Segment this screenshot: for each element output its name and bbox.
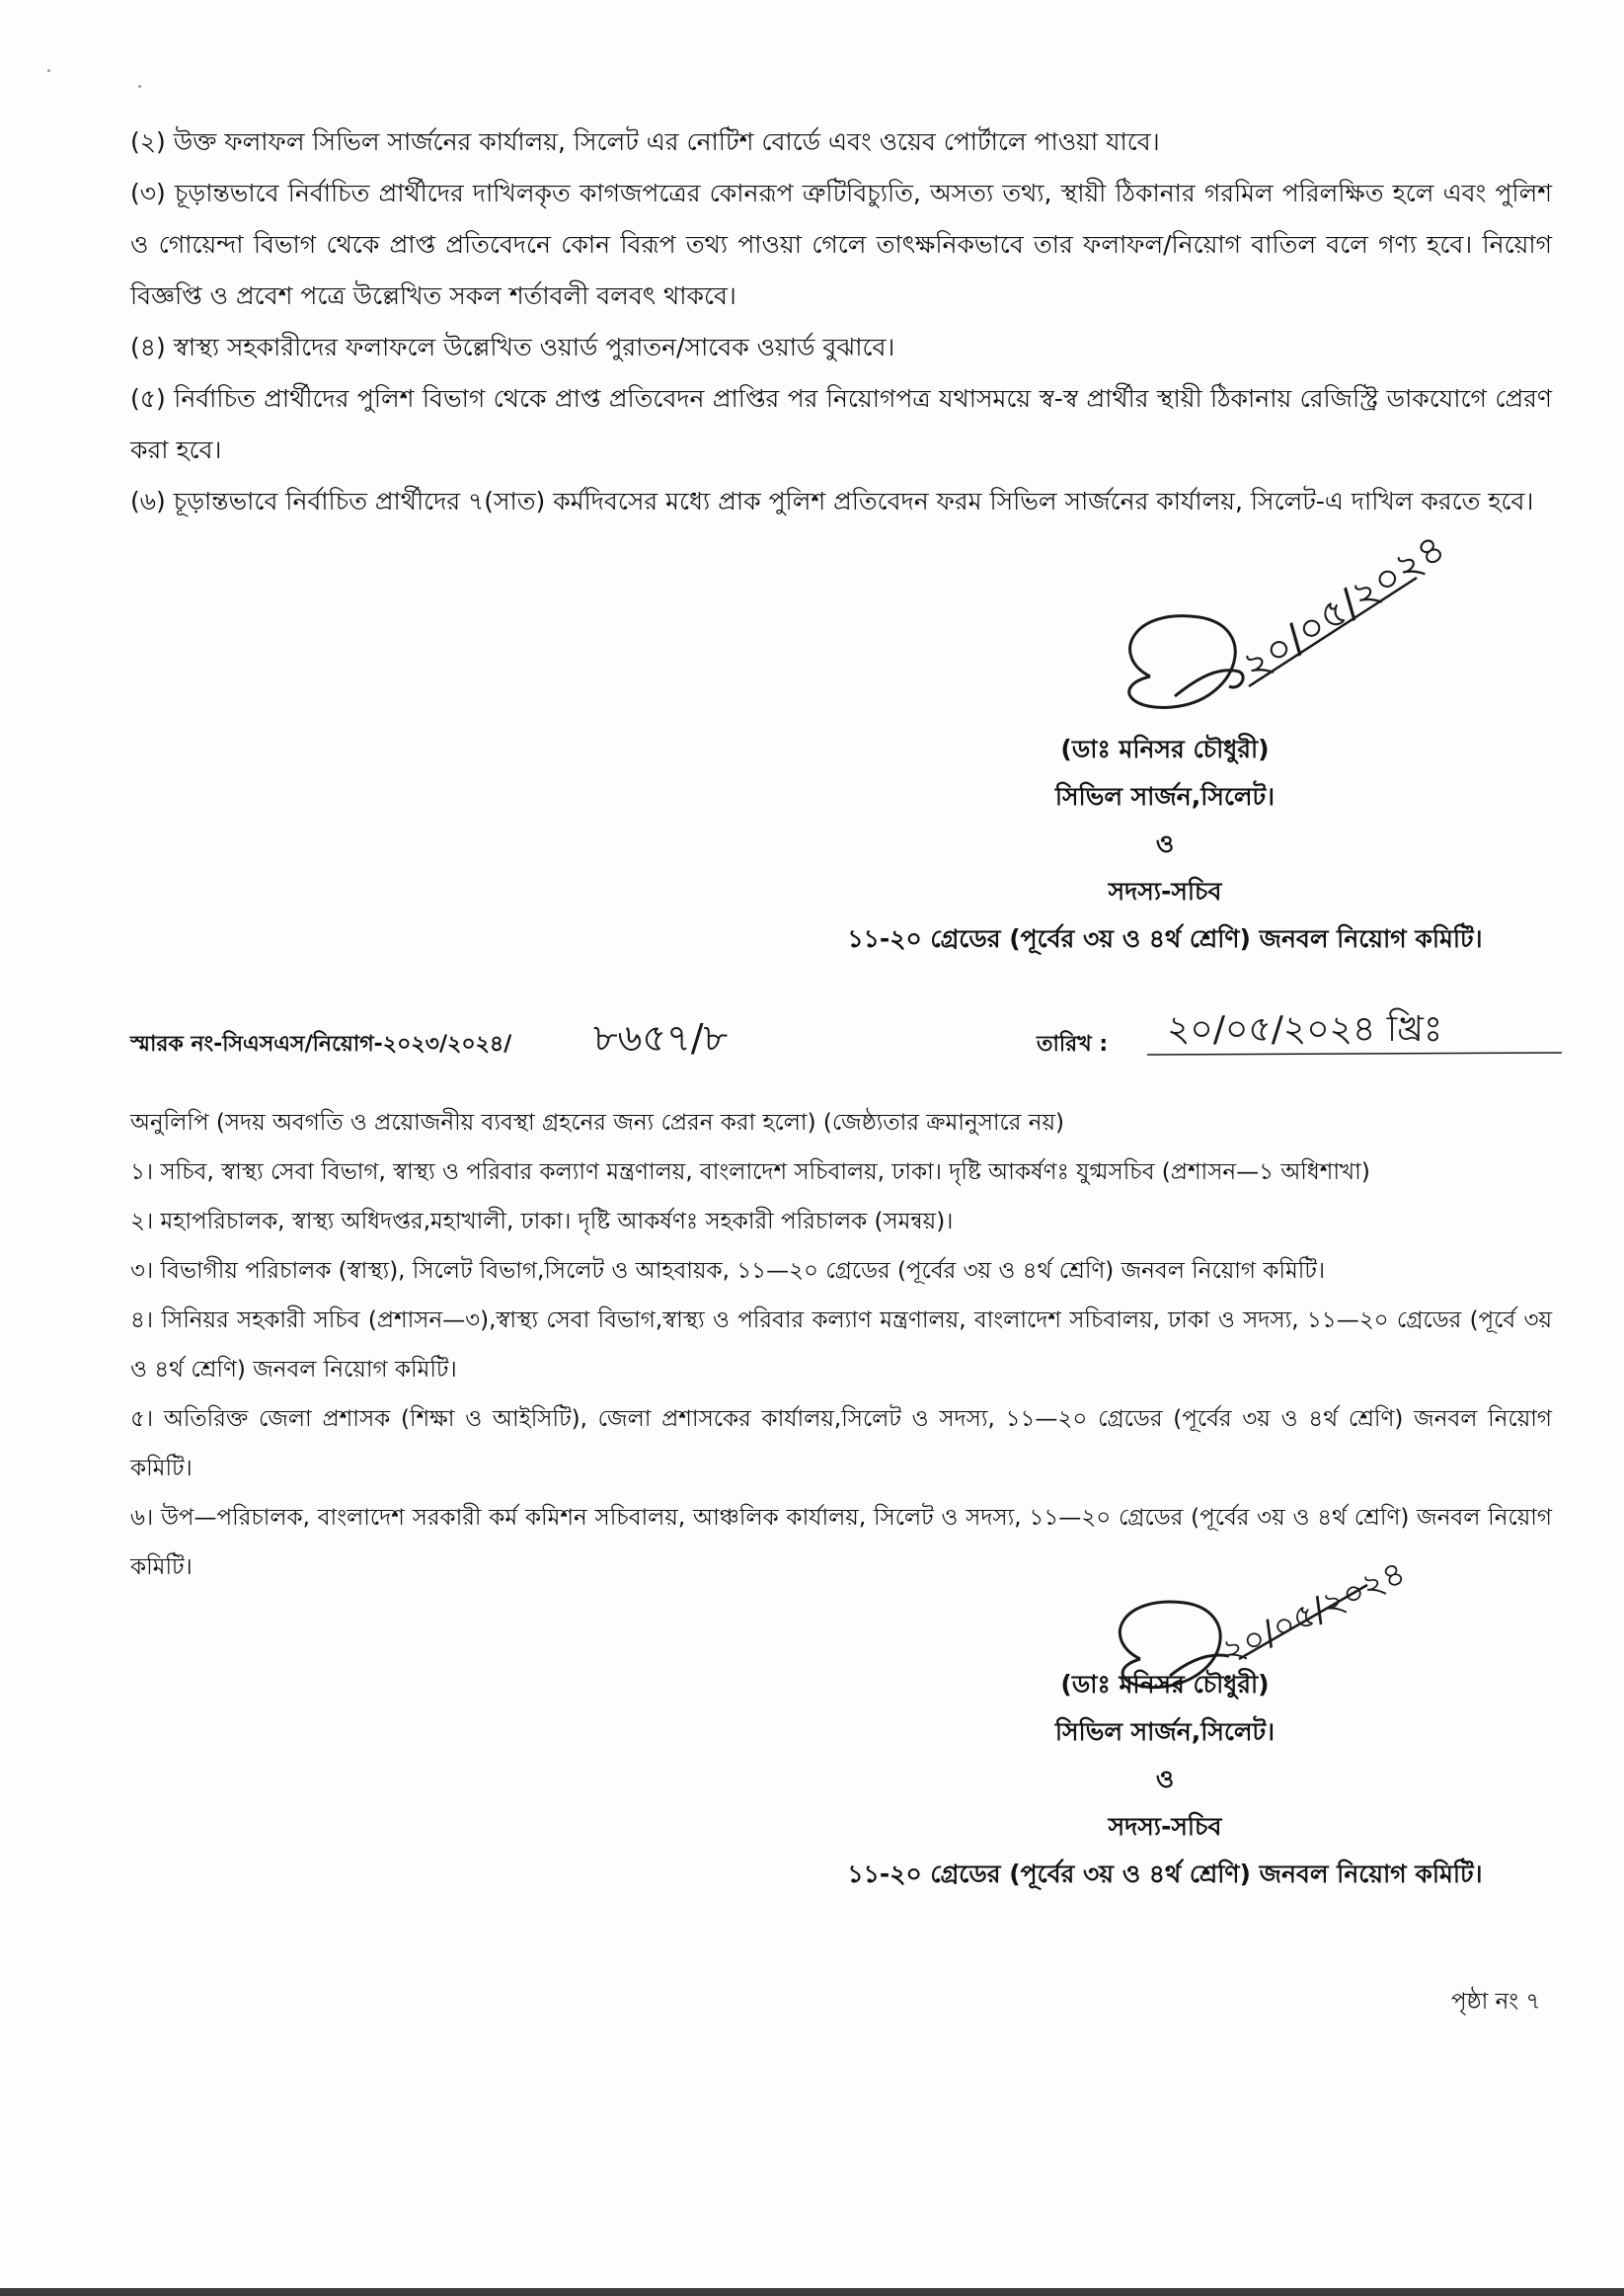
distribution-item: ৫। অতিরিক্ত জেলা প্রশাসক (শিক্ষা ও আইসিটি), জেলা প্রশাসকের কার্যালয়,সিলেট ও সদস্য, ১১—২০ গ্রেডের (পূর্বের ৩য় ও ৪র্থ শ্রেণি) জনবল নিয়োগ কমিটি। [130,1406,1552,1481]
signatory-role: সদস্য-সচিব [1108,1812,1222,1841]
signatory-name: (ডাঃ মনিসর চৌধুরী) [1060,1670,1270,1699]
scan-speck [138,85,141,88]
distribution-item: ১। সচিব, স্বাস্থ্য সেবা বিভাগ, স্বাস্থ্য ও পরিবার কল্যাণ মন্ত্রণালয়, বাংলাদেশ সচিবালয়, ঢাকা। দৃষ্টি আকর্ষণঃ যুগ্মসচিব (প্রশাসন—১ অধিশাখা) [130,1159,1370,1185]
signatory-role: সদস্য-সচিব [1108,877,1222,906]
date-label: তারিখ : [1037,1032,1109,1057]
signatory-designation: সিভিল সার্জন,সিলেট। [1054,1717,1276,1746]
distribution-heading: অনুলিপি (সদয় অবগতি ও প্রয়োজনীয় ব্যবস্থা গ্রহনের জন্য প্রেরন করা হলো) (জেষ্ঠ্যতার ক্রমানুসারে নয়) [130,1110,1065,1136]
date-handwritten-text: ২০/০৫/২০২৪ খ্রিঃ [1167,1009,1443,1050]
scan-speck [47,69,50,72]
scan-bottom-edge [0,2288,1624,2296]
memo-number-handwritten-text: ৮৬৫৭/৮ [593,1016,729,1060]
note-3: (৩) চূড়ান্তভাবে নির্বাচিত প্রার্থীদের দাখিলকৃত কাগজপত্রের কোনরূপ ত্রুটিবিচ্যুতি, অসত্য তথ্য, স্থায়ী ঠিকানার গরমিল পরিলক্ষিত হলে এবং পুলিশ ও গোয়েন্দা বিভাগ থেকে প্রাপ্ত প্রতিবেদনে কোন বিরূপ তথ্য পাওয়া গেলে তাৎক্ষনিকভাবে তার ফলাফল/নিয়োগ বাতিল বলে গণ্য হবে। নিয়োগ বিজ্ঞপ্তি ও প্রবেশ পত্রে উল্লেখিত সকল শর্তাবলী বলবৎ থাকবে। [130,179,1552,310]
signature-block-1 [790,726,1540,963]
distribution-item: ২। মহাপরিচালক, স্বাস্থ্য অধিদপ্তর,মহাখালী, ঢাকা। দৃষ্টি আকর্ষণঃ সহকারী পরিচালক (সমন্বয়)। [130,1209,954,1234]
note-2: (২) উক্ত ফলাফল সিভিল সার্জনের কার্যালয়, সিলেট এর নোটিশ বোর্ডে এবং ওয়েব পোর্টালে পাওয়া যাবে। [130,127,1160,156]
signature-date-2: ২০/০৫/২০২৪ [1215,1552,1412,1673]
signatory-conjunction: ও [1155,830,1175,858]
signatory-committee: ১১-২০ গ্রেডের (পূর্বের ৩য় ও ৪র্থ শ্রেণি) জনবল নিয়োগ কমিটি। [847,1860,1483,1888]
note-5: (৫) নির্বাচিত প্রার্থীদের পুলিশ বিভাগ থেকে প্রাপ্ত প্রতিবেদন প্রাপ্তির পর নিয়োগপত্র যথাসময়ে স্ব-স্ব প্রার্থীর স্থায়ী ঠিকানায় রেজিস্ট্রি ডাকযোগে প্রেরণ করা হবে। [130,384,1552,464]
date-handwritten [1147,999,1572,1065]
distribution-item: ৪। সিনিয়র সহকারী সচিব (প্রশাসন—৩),স্বাস্থ্য সেবা বিভাগ,স্বাস্থ্য ও পরিবার কল্যাণ মন্ত্রণালয়, বাংলাদেশ সচিবালয়, ঢাকা ও সদস্য, ১১—২০ গ্রেডের (পূর্বে ৩য় ও ৪র্থ শ্রেণি) জনবল নিয়োগ কমিটি। [130,1307,1552,1383]
signatory-conjunction: ও [1155,1765,1175,1793]
memo-number-handwritten [589,1007,797,1063]
signatory-committee: ১১-২০ গ্রেডের (পূর্বের ৩য় ও ৪র্থ শ্রেণি) জনবল নিয়োগ কমিটি। [847,924,1483,953]
note-4: (৪) স্বাস্থ্য সহকারীদের ফলাফলে উল্লেখিত ওয়ার্ড পুরাতন/সাবেক ওয়ার্ড বুঝাবে। [130,333,895,361]
signatory-name: (ডাঃ মনিসর চৌধুরী) [1060,735,1270,763]
signature-block-2 [790,1661,1540,1898]
distribution-item: ৩। বিভাগীয় পরিচালক (স্বাস্থ্য), সিলেট বিভাগ,সিলেট ও আহবায়ক, ১১—২০ গ্রেডের (পূর্বের ৩য় ও ৪র্থ শ্রেণি) জনবল নিয়োগ কমিটি। [130,1258,1326,1284]
distribution-list [130,1098,1552,1592]
memo-row [130,1007,1562,1067]
signature-date-1: ২০/০৫/২০২৪ [1234,524,1454,690]
result-notes [130,117,1552,527]
note-6: (৬) চূড়ান্তভাবে নির্বাচিত প্রার্থীদের ৭(সাত) কর্মদিবসের মধ্যে প্রাক পুলিশ প্রতিবেদন ফরম সিভিল সার্জনের কার্যালয়, সিলেট-এ দাখিল করতে হবে। [130,487,1534,515]
memo-number-label: স্মারক নং-সিএসএস/নিয়োগ-২০২৩/২০২৪/ [130,1032,512,1057]
page-number: পৃষ্ঠা নং ৭ [1451,1989,1541,2015]
signature-mark-1 [1091,524,1454,746]
distribution-item: ৬। উপ—পরিচালক, বাংলাদেশ সরকারী কর্ম কমিশন সচিবালয়, আঞ্চলিক কার্যালয়, সিলেট ও সদস্য, ১১—২০ গ্রেডের (পূর্বের ৩য় ও ৪র্থ শ্রেণি) জনবল নিয়োগ কমিটি। [130,1505,1552,1580]
signatory-designation: সিভিল সার্জন,সিলেট। [1054,782,1276,811]
